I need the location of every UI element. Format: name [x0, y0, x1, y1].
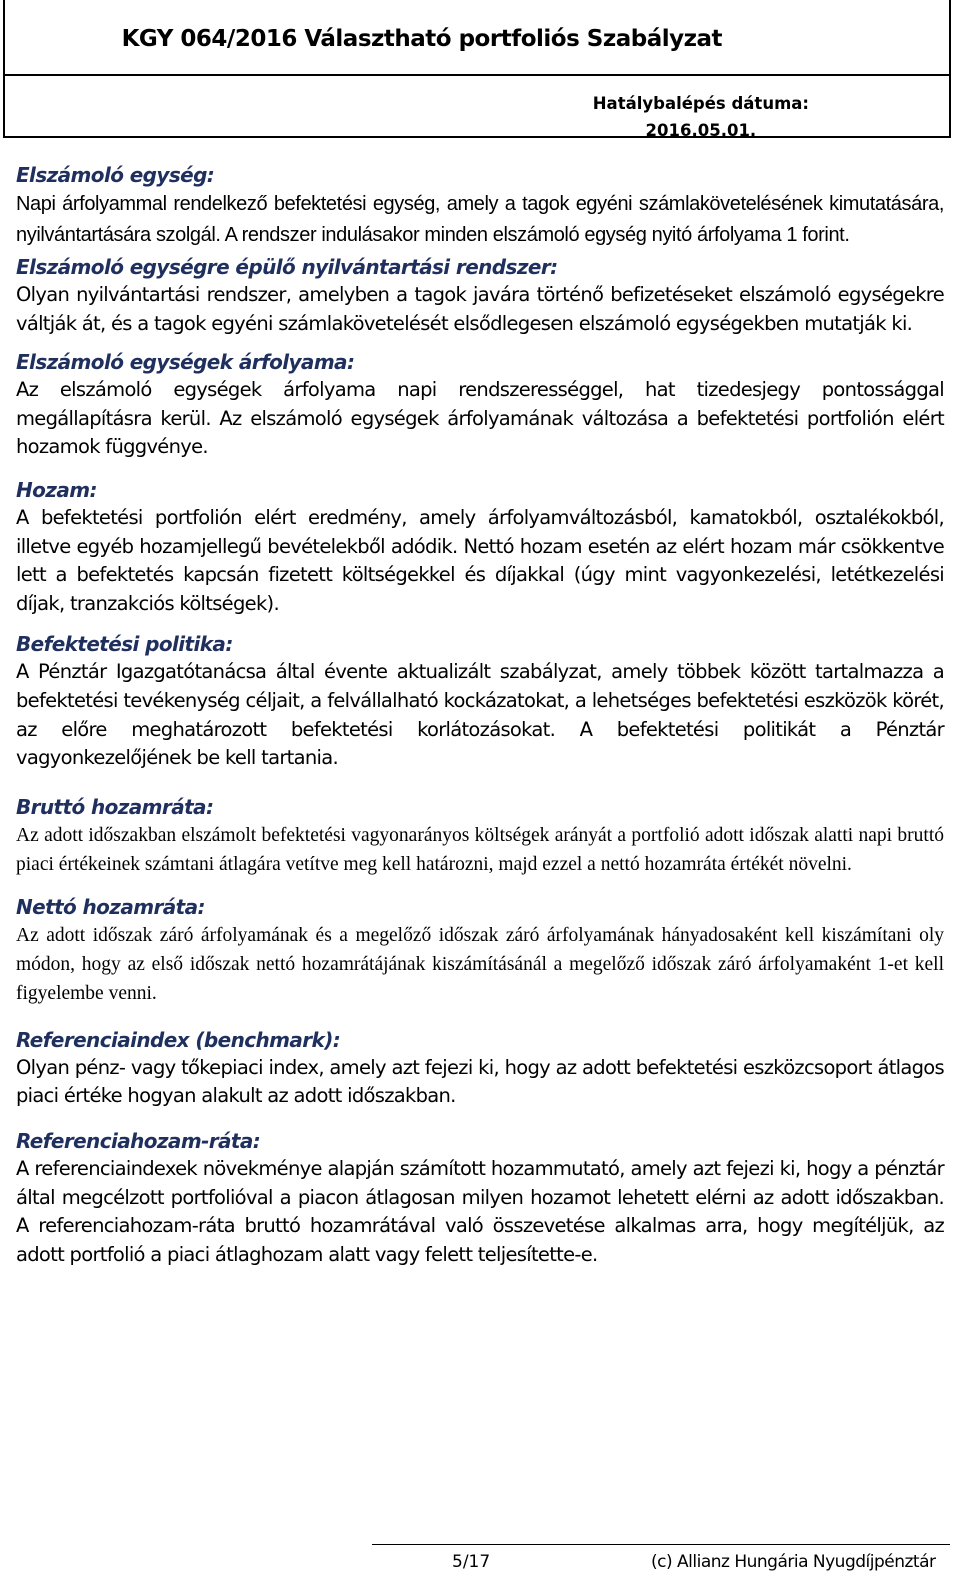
section-heading: Bruttó hozamráta:: [16, 794, 214, 819]
header-title-row: [5, 0, 949, 76]
footer-divider: [372, 1544, 950, 1545]
section-heading: Nettó hozamráta:: [16, 894, 205, 919]
section-text: Az adott időszakban elszámolt befektetési vagyonarányos költségek arányát a portfolió adott időszak alatti napi bruttó piaci értékeinek számtani átlagára vetítve meg kell határozni, majd ezzel a nettó hozamráta értékét növelni.: [16, 824, 944, 875]
section-heading: Elszámoló egységre épülő nyilvántartási rendszer:: [16, 255, 558, 279]
section-text: Napi árfolyammal rendelkező befektetési egység, amely a tagok egyéni számlakövetelésének kimutatására, nyilvántartására szolgál. A rendszer indulásakor minden elszámoló egység nyitó árfolyama 1 forint.: [16, 193, 944, 246]
section-netto-hozamrata: [16, 893, 944, 1008]
section-heading: Referenciahozam-ráta:: [16, 1128, 261, 1153]
section-elszamolo-egyseg: [16, 161, 944, 251]
section-heading: Elszámoló egységek árfolyama:: [16, 350, 355, 375]
page-number: 5/17: [452, 1552, 491, 1572]
section-befektetesi-politika: [16, 630, 944, 772]
effective-date-label: Hatálybalépés dátuma:: [592, 94, 809, 113]
effective-date-value: 2016.05.01.: [645, 121, 757, 140]
section-text: Olyan pénz- vagy tőkepiaci index, amely azt fejezi ki, hogy az adott befektetési eszközcsoport átlagos piaci értéke hogyan alakult az adott időszakban.: [16, 1055, 944, 1108]
section-heading: Befektetési politika:: [16, 632, 233, 657]
document-header: [3, 0, 951, 138]
section-text: A befektetési portfolión elért eredmény, amely árfolyamváltozásból, kamatokból, osztalékokból, illetve egyéb hozamjellegű bevételekből adódik. Nettó hozam esetén az elért hozam már csökkentve lett a befektetés kapcsán fizetett költségekkel és díjakkal (úgy mint vagyonkezelési, letétkezelési díjak, tranzakciós költségek).: [16, 505, 944, 615]
section-heading: Elszámoló egység:: [16, 163, 215, 187]
page-footer: [0, 1536, 960, 1589]
document-title: KGY 064/2016 Választható portfoliós Szabályzat: [121, 26, 722, 52]
copyright-text: (c) Allianz Hungária Nyugdíjpénztár: [651, 1552, 936, 1572]
section-arfolyam: [16, 348, 944, 462]
section-heading: Referenciaindex (benchmark):: [16, 1027, 341, 1052]
section-hozam: [16, 476, 944, 618]
section-nyilvantartasi-rendszer: [16, 253, 944, 338]
section-text: Olyan nyilvántartási rendszer, amelyben a tagok javára történő befizetéseket elszámoló egységekre váltják át, és a tagok egyéni számlakövetelését elsődlegesen elszámoló egységekben mutatják ki.: [16, 283, 944, 335]
effective-date-block: [593, 90, 809, 144]
section-referenciahozam-rata: [16, 1127, 944, 1269]
section-text: Az elszámoló egységek árfolyama napi rendszerességgel, hat tizedesjegy pontossággal megállapításra kerül. Az elszámoló egységek árfolyamának változása a befektetési portfolión elért hozamok függvénye.: [16, 378, 944, 459]
section-text: A Pénztár Igazgatótanácsa által évente aktualizált szabályzat, amely többek között tartalmazza a befektetési tevékenység céljait, a felvállalható kockázatokat, a lehetséges befektetési eszközök körét, az előre meghatározott befektetési korlátozásokat. A befektetési politikát a Pénztár vagyonkezelőjének be kell tartania.: [16, 660, 944, 770]
section-text: Az adott időszak záró árfolyamának és a megelőző időszak záró árfolyamának hányadosaként kell kiszámítani oly módon, hogy az első időszak nettó hozamrátájának kiszámításánál a megelőző időszak záró árfolyamaként 1-et kell figyelembe venni.: [16, 924, 944, 1004]
section-text: A referenciaindexek növekménye alapján számított hozammutató, amely azt fejezi ki, hogy a pénztár által megcélzott portfolióval a piacon átlagosan milyen hozamot lehetett elérni az adott időszakban. A referenciahozam-ráta bruttó hozamrátával való összevetése alkalmas arra, hogy megítéljük, az adott portfolió a piaci átlaghozam alatt vagy felett teljesítette-e.: [16, 1156, 944, 1266]
section-brutto-hozamrata: [16, 793, 944, 879]
section-heading: Hozam:: [16, 477, 97, 502]
section-referenciaindex: [16, 1026, 944, 1111]
document-body: [16, 161, 944, 1269]
